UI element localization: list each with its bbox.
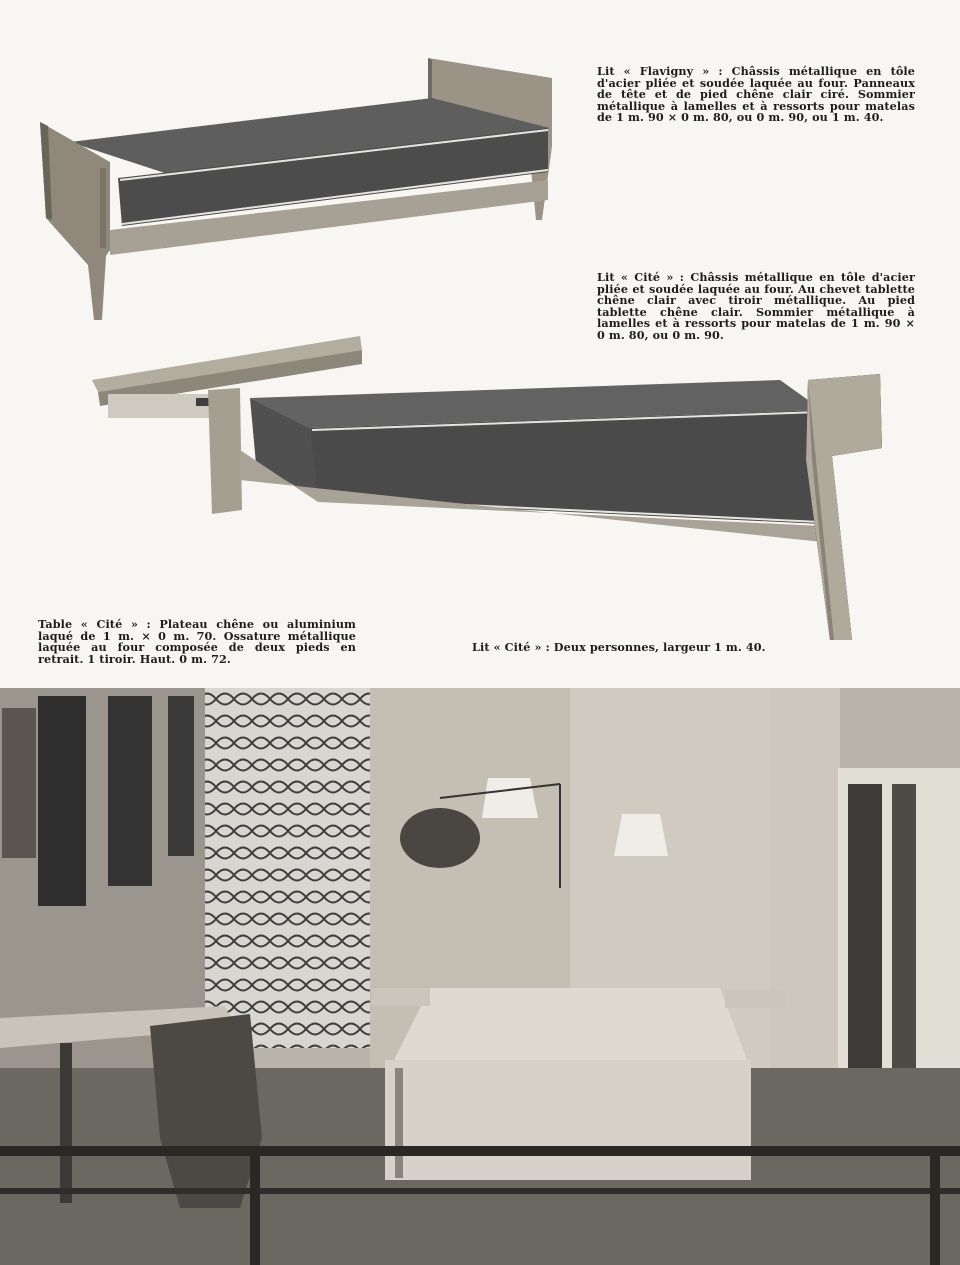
caption-lit-cite-double: Lit « Cité » : Deux personnes, largeur 1 m. 40. xyxy=(472,640,766,654)
photo-room-ensemble xyxy=(0,688,960,1265)
caption-lit-flavigny: Lit « Flavigny » : Châssis métallique en tôle d'acier pliée et soudée laquée au four. Panneaux de tête et de pied chêne clair ciré. Sommier métallique à lamelles et à ressorts pour matelas de 1 m. 90 × 0 m. 80, ou 0 m. 90, ou 1 m. 40. xyxy=(597,64,915,125)
caption-lit-cite: Lit « Cité » : Châssis métallique en tôle d'acier pliée et soudée laquée au four. Au chevet tablette chêne clair avec tiroir métallique. Au pied tablette chêne clair. Sommier métallique à lamelles et à ressorts pour matelas de 1 m. 90 × 0 m. 80, ou 0 m. 90. xyxy=(597,270,915,342)
photo-lit-flavigny xyxy=(30,50,570,340)
caption-table-cite: Table « Cité » : Plateau chêne ou aluminium laqué de 1 m. × 0 m. 70. Ossature métallique laquée au four composée de deux pieds en retrait. 1 tiroir. Haut. 0 m. 72. xyxy=(38,617,356,666)
photo-lit-cite xyxy=(90,330,890,660)
